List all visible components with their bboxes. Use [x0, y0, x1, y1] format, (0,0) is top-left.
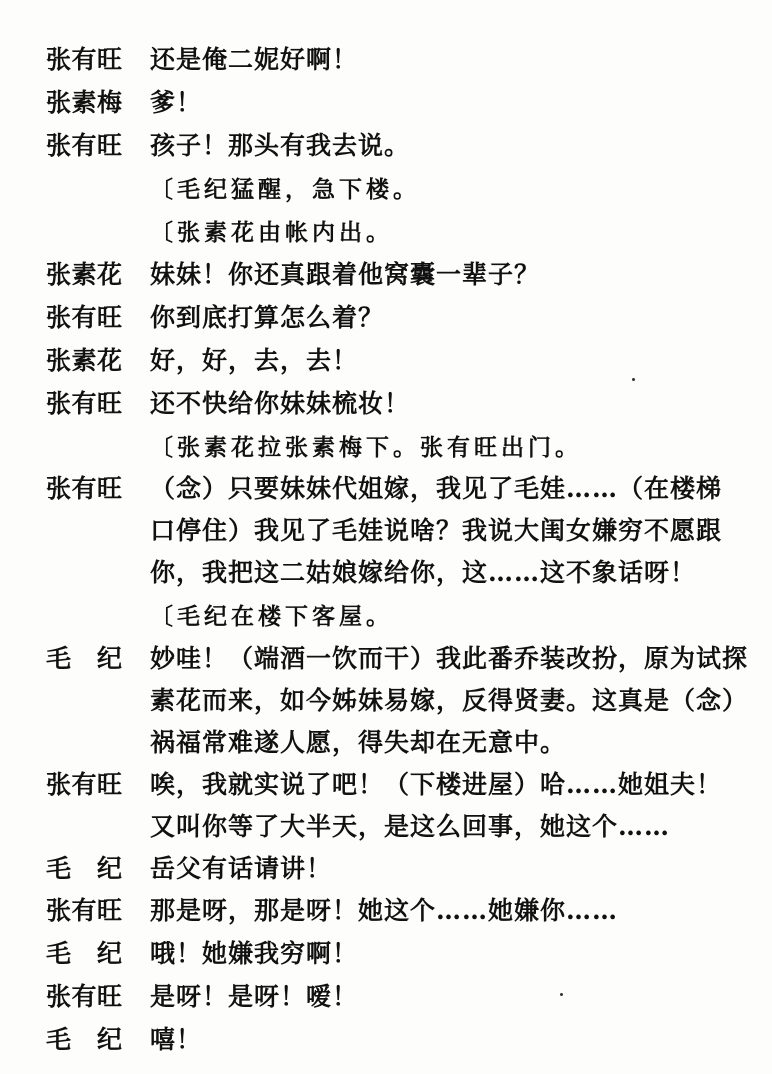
- dialogue-text: 素花而来，如今姊妹易嫁，反得贤妻。这真是（念）: [150, 686, 749, 715]
- dialogue-line: [0, 382, 772, 424]
- dialogue-text: 岳父有话请讲！: [150, 854, 333, 883]
- dialogue-text: 孩子！那头有我去说。: [150, 131, 411, 160]
- dialogue-text: 还不快给你妹妹梳妆！: [150, 389, 411, 418]
- stage-direction-text: 〔张素花由帐内出。: [150, 219, 393, 246]
- dialogue-continuation: [0, 509, 772, 551]
- stage-direction-text: 〔毛纪猛醒，急下楼。: [150, 176, 420, 203]
- stage-direction: [0, 425, 772, 467]
- speaker-name: 张有旺: [46, 131, 123, 160]
- dialogue-line: [0, 763, 772, 805]
- speaker-name: 张素梅: [46, 88, 123, 117]
- speaker-name: 张有旺: [46, 474, 123, 503]
- dialogue-line: [0, 339, 772, 381]
- dialogue-line: [0, 637, 772, 679]
- stage-direction-text: 〔张素花拉张素梅下。张有旺出门。: [150, 434, 582, 461]
- speaker-name: 张有旺: [46, 389, 123, 418]
- dialogue-line: [0, 124, 772, 166]
- dialogue-text: 妹妹！你还真跟着他窝囊一辈子？: [150, 260, 541, 289]
- dialogue-text: 你到底打算怎么着？: [150, 303, 385, 332]
- dialogue-continuation: [0, 551, 772, 593]
- dialogue-text: 你，我把这二姑娘嫁给你，这……这不象话呀！: [150, 558, 697, 587]
- stage-direction: [0, 167, 772, 209]
- dialogue-line: [0, 296, 772, 338]
- dialogue-text: 又叫你等了大半天，是这么回事，她这个……: [150, 812, 671, 841]
- stage-direction-text: 〔毛纪在楼下客屋。: [150, 603, 393, 630]
- dialogue-line: [0, 847, 772, 889]
- dialogue-text: 还是俺二妮好啊！: [150, 45, 359, 74]
- dialogue-text: 哦！她嫌我穷啊！: [150, 939, 359, 968]
- speaker-name: 张有旺: [46, 770, 123, 799]
- scan-speck: [560, 993, 563, 996]
- stage-direction: [0, 210, 772, 252]
- speaker-name: 张有旺: [46, 982, 123, 1011]
- dialogue-line-cutoff: [0, 1018, 772, 1054]
- stage-direction: [0, 594, 772, 636]
- dialogue-line: [0, 38, 772, 80]
- dialogue-line: [0, 975, 772, 1017]
- dialogue-text: 唉，我就实说了吧！（下楼进屋）哈……她姐夫！: [150, 770, 723, 799]
- speaker-name: 毛 纪: [46, 939, 123, 968]
- dialogue-text: （念）只要妹妹代姐嫁，我见了毛娃……（在楼梯: [150, 474, 723, 503]
- speaker-name: 张素花: [46, 260, 123, 289]
- dialogue-line: [0, 467, 772, 509]
- dialogue-continuation: [0, 679, 772, 721]
- dialogue-text: 是呀！是呀！嗳！: [150, 982, 359, 1011]
- dialogue-text: 口停住）我见了毛娃说啥？我说大闺女嫌穷不愿跟: [150, 516, 723, 545]
- dialogue-text: 爹！: [150, 88, 203, 117]
- dialogue-line: [0, 253, 772, 295]
- speaker-name: 毛 纪: [46, 1025, 123, 1054]
- speaker-name: 张有旺: [46, 303, 123, 332]
- speaker-name: 毛 纪: [46, 854, 123, 883]
- dialogue-text: 那是呀，那是呀！她这个……她嫌你……: [150, 896, 619, 925]
- dialogue-text: 嘻！: [150, 1025, 203, 1054]
- dialogue-continuation: [0, 805, 772, 847]
- dialogue-text: 好，好，去，去！: [150, 346, 359, 375]
- dialogue-continuation: [0, 721, 772, 763]
- speaker-name: 张素花: [46, 346, 123, 375]
- speaker-name: 张有旺: [46, 896, 123, 925]
- speaker-name: 毛 纪: [46, 644, 123, 673]
- dialogue-text: 妙哇！（端酒一饮而干）我此番乔装改扮，原为试探: [150, 644, 749, 673]
- dialogue-line: [0, 889, 772, 931]
- dialogue-line: [0, 932, 772, 974]
- dialogue-text: 祸福常难遂人愿，得失却在无意中。: [150, 728, 567, 757]
- dialogue-line: [0, 81, 772, 123]
- scan-speck: [632, 378, 635, 381]
- speaker-name: 张有旺: [46, 45, 123, 74]
